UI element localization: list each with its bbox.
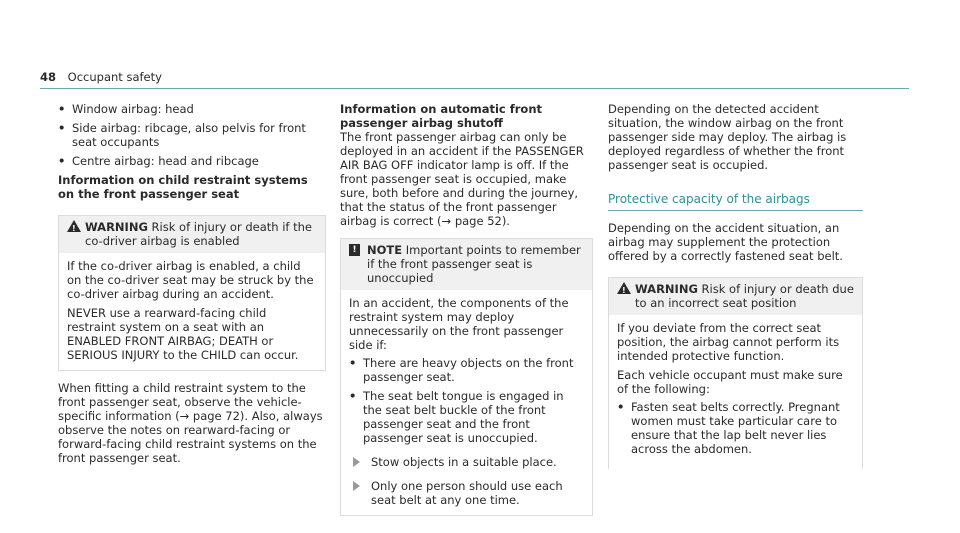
paragraph: Depending on the detected accident situation, the window airbag on the front passenger side may deploy. The airbag is deployed regardless of whether the front passenger seat is occupied. bbox=[608, 102, 847, 172]
warning-text: NEVER use a rearward-facing child restraint system on a seat with an ENABLED FRONT AIRBAG; DEATH or SERIOUS INJURY to the CHILD can occur. bbox=[67, 306, 299, 362]
action-item bbox=[349, 479, 584, 507]
list-item: • The seat belt tongue is engaged in the seat belt buckle of the front passenger seat and the front passenger seat is unoccupied. bbox=[349, 389, 584, 445]
note-text: In an accident, the components of the restraint system may deploy unnecessarily on the front passenger side if: bbox=[349, 296, 569, 352]
column-2 bbox=[340, 102, 593, 516]
warning-title: Risk of injury or death if the co-driver airbag is enabled bbox=[85, 220, 313, 248]
paragraph: When fitting a child restraint system to the front passenger seat, observe the vehicle-specific information (→ page 72). Also, always observe the notes on rearward-facing or forward-facing child restraint systems on the front passenger seat. bbox=[58, 381, 323, 465]
warning-box bbox=[608, 277, 863, 469]
section-heading: Protective capacity of the airbags bbox=[608, 192, 810, 206]
action-text: Only one person should use each seat belt at any one time. bbox=[371, 479, 563, 507]
list-item: • There are heavy objects on the front passenger seat. bbox=[349, 356, 584, 384]
warning-label: WARNING bbox=[635, 282, 698, 296]
note-label: NOTE bbox=[367, 243, 403, 257]
column-1 bbox=[58, 102, 326, 465]
paragraph: The front passenger airbag can only be deployed in an accident if the PASSENGER AIR BAG OFF indicator lamp is off. If the front passenger seat is occupied, make sure, both before and during the journey, that the status of the front passenger airbag is correct (→ page 52). bbox=[340, 130, 584, 228]
arrow-right-icon bbox=[353, 481, 360, 491]
exclamation-icon: ! bbox=[349, 244, 360, 256]
warning-box bbox=[58, 215, 326, 371]
note-title: Important points to remember if the front passenger seat is unoccupied bbox=[367, 243, 581, 285]
arrow-right-icon bbox=[353, 457, 360, 467]
warning-label: WARNING bbox=[85, 220, 148, 234]
column-3 bbox=[608, 102, 863, 469]
note-header bbox=[341, 239, 592, 290]
action-text: Stow objects in a suitable place. bbox=[371, 455, 557, 469]
section-title: Occupant safety bbox=[67, 70, 162, 84]
warning-header bbox=[59, 216, 325, 253]
list-item: • Window airbag: head bbox=[58, 102, 326, 116]
warning-body bbox=[609, 315, 862, 469]
warning-text: If you deviate from the correct seat position, the airbag cannot perform its intended protective function. bbox=[617, 321, 840, 363]
page-number: 48 bbox=[40, 70, 57, 84]
paragraph: Depending on the accident situation, an airbag may supplement the protection offered by a correctly fastened seat belt. bbox=[608, 221, 843, 263]
warning-icon bbox=[67, 220, 81, 232]
header-rule bbox=[40, 88, 909, 89]
list-item: • Centre airbag: head and ribcage bbox=[58, 154, 326, 168]
action-item bbox=[349, 455, 584, 469]
warning-icon bbox=[617, 282, 631, 294]
list-item: • Fasten seat belts correctly. Pregnant women must take particular care to ensure that the lap belt never lies across the abdomen. bbox=[617, 400, 854, 456]
section-heading: Information on child restraint systems on the front passenger seat bbox=[58, 173, 308, 201]
note-box bbox=[340, 238, 593, 516]
page-header bbox=[40, 70, 162, 84]
warning-header bbox=[609, 278, 862, 315]
section-heading: Information on automatic front passenger airbag shutoff bbox=[340, 102, 543, 130]
list-item: • Side airbag: ribcage, also pelvis for front seat occupants bbox=[58, 121, 326, 149]
warning-text: Each vehicle occupant must make sure of the following: bbox=[617, 368, 843, 396]
warning-text: If the co-driver airbag is enabled, a child on the co-driver seat may be struck by the co-driver airbag during an accident. bbox=[67, 259, 314, 301]
warning-title: Risk of injury or death due to an incorrect seat position bbox=[635, 282, 854, 310]
warning-body bbox=[59, 253, 325, 370]
note-body bbox=[341, 290, 592, 515]
heading-rule bbox=[608, 210, 863, 211]
